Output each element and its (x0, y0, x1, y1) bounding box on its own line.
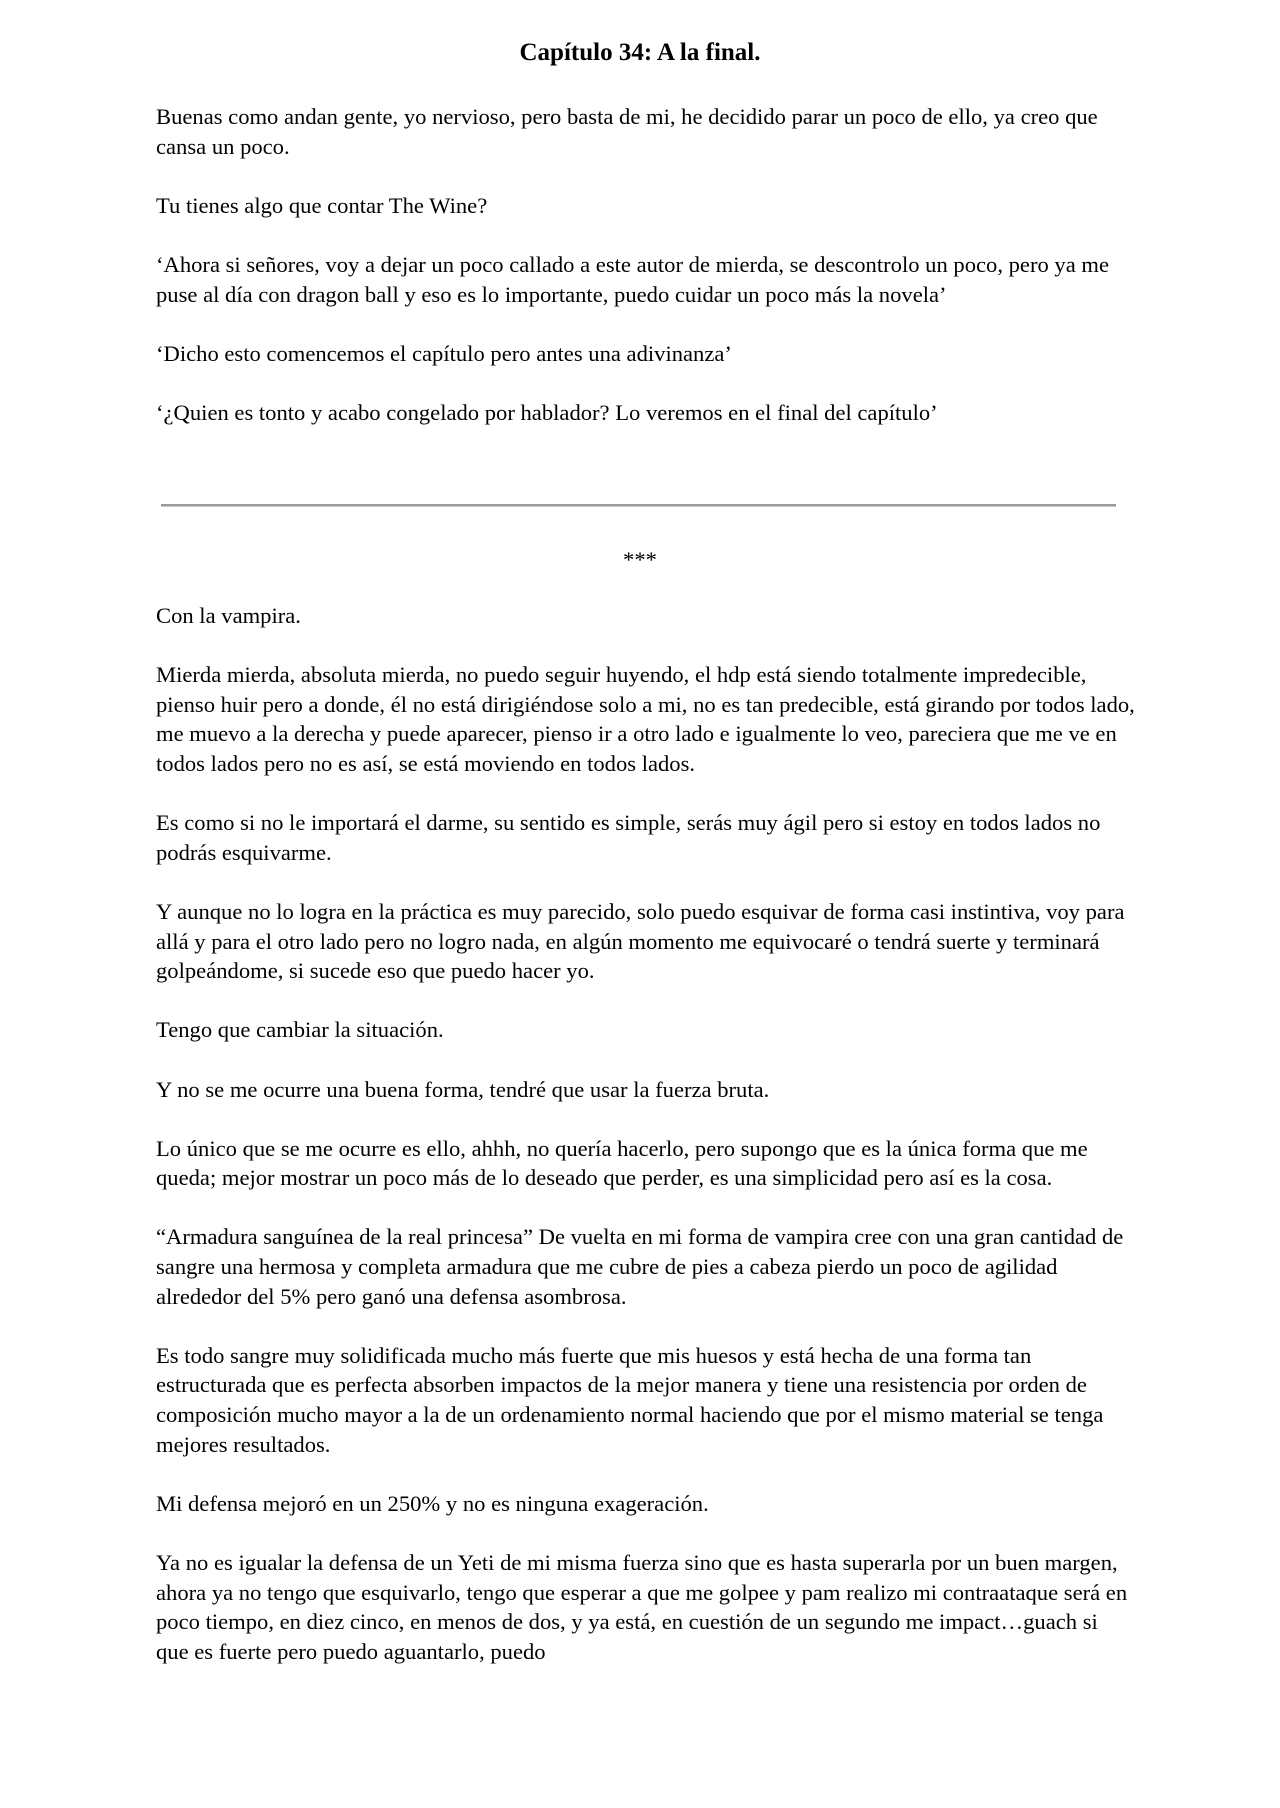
body-paragraph: Con la vampira. (156, 603, 301, 628)
body-paragraph: Y no se me ocurre una buena forma, tendré que usar la fuerza bruta. (156, 1076, 770, 1102)
intro-paragraph: ‘¿Quien es tonto y acabo congelado por hablador? Lo veremos en el final del capítulo’ (156, 399, 938, 425)
body-paragraph: Tengo que cambiar la situación. (156, 1017, 444, 1043)
horizontal-rule (161, 504, 1116, 507)
body-paragraph: Mierda mierda, absoluta mierda, no puedo seguir huyendo, el hdp está siendo totalmente impredecible, pienso huir pero a donde, él no está dirigiéndose solo a mi, no es tan predecible, está girando por todos lado, me muevo a la derecha y puede aparecer, pienso ir a otro lado e igualmente lo veo, pareciera que me ve en todos lados pero no es así, se está moviendo en todos lados. (156, 662, 1135, 776)
chapter-title: Capítulo 34: A la final. (519, 39, 761, 66)
scene-separator: *** (623, 547, 657, 572)
intro-section (156, 102, 1136, 457)
body-paragraph: Es como si no le importará el darme, su sentido es simple, serás muy ágil pero si estoy en todos lados no podrás esquivarme. (156, 810, 1101, 865)
body-paragraph: Lo único que se me ocurre es ello, ahhh, no quería hacerlo, pero supongo que es la única forma que me queda; mejor mostrar un poco más de lo deseado que perder, es una simplicidad pero así es la cosa. (156, 1135, 1088, 1191)
intro-paragraph: ‘Dicho esto comencemos el capítulo pero antes una adivinanza’ (156, 340, 732, 366)
intro-paragraph: Buenas como andan gente, yo nervioso, pero basta de mi, he decidido parar un poco de ello, ya creo que cansa un poco. (156, 104, 1098, 159)
body-paragraph: Y aunque no lo logra en la práctica es muy parecido, solo puedo esquivar de forma casi instintiva, voy para allá y para el otro lado pero no logro nada, en algún momento me equivocaré o tendrá suerte y terminará golpeándome, si sucede eso que puedo hacer yo. (156, 898, 1125, 984)
body-paragraph: Ya no es igualar la defensa de un Yeti de mi misma fuerza sino que es hasta superarla por un buen margen, ahora ya no tengo que esquivarlo, tengo que esperar a que me golpee y pam realizo mi contraataque será en poco tiempo, en diez cinco, en menos de dos, y ya está, en cuestión de un segundo me impact…guach si que es fuerte pero puedo aguantarlo, puedo (156, 1550, 1128, 1664)
body-paragraph: Es todo sangre muy solidificada mucho más fuerte que mis huesos y está hecha de una forma tan estructurada que es perfecta absorben impactos de la mejor manera y tiene una resistencia por orden de composición mucho mayor a la de un ordenamiento normal haciendo que por el mismo material se tenga mejores resultados. (156, 1342, 1104, 1457)
body-paragraph: “Armadura sanguínea de la real princesa” De vuelta en mi forma de vampira cree con una gran cantidad de sangre una hermosa y completa armadura que me cubre de pies a cabeza pierdo un poco de agilidad alrededor del 5% pero ganó una defensa asombrosa. (156, 1224, 1124, 1309)
intro-paragraph: ‘Ahora si señores, voy a dejar un poco callado a este autor de mierda, se descontrolo un poco, pero ya me puse al día con dragon ball y eso es lo importante, puedo cuidar un poco más la novela’ (156, 251, 1109, 307)
intro-paragraph: Tu tienes algo que contar The Wine? (156, 192, 488, 218)
chapter-body (156, 601, 1136, 1696)
body-paragraph: Mi defensa mejoró en un 250% y no es ninguna exageración. (156, 1490, 709, 1516)
